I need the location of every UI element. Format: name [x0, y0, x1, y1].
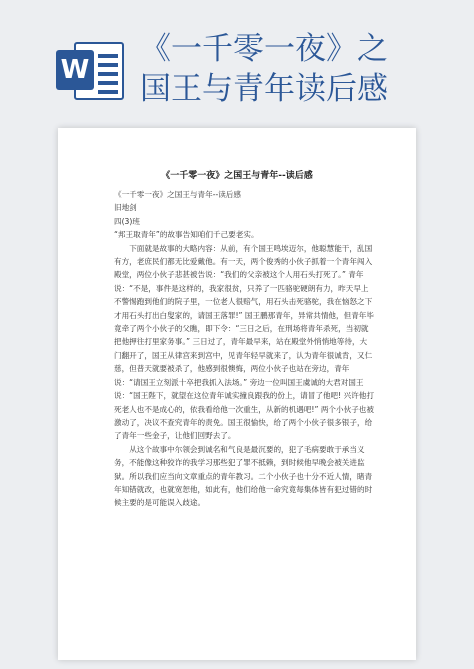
document-page	[58, 128, 416, 660]
banner	[0, 0, 474, 120]
document-body	[114, 188, 374, 510]
document-heading: 《一千零一夜》之国王与青年--读后感	[161, 171, 313, 181]
word-icon	[56, 38, 128, 102]
banner-title-line2: 国王与青年读后感	[140, 71, 388, 107]
doc-line: “邦王取青年”的故事告知咱们千己要老实。	[114, 230, 259, 240]
doc-line: 旧地剑	[114, 203, 137, 213]
doc-paragraph: 下面就是故事的大略内容：从前，有个国王鸣埃迈尔，他聪慧能干，乱国有方，老庶民们都无比爱戴他。有一天，两个俊秀的小伙子抓着一个青年闯入殿堂，两位小伙子悲甚被告说：“我们的父亲被这个人用石头打死了。” 青年说：“不是，事件是这样的，我家很贫，只养了一匹骆驼硬朗有力，昨天早上不警惕跑到他们的院子里，一位老人很赔气，用石头击死骆驼，我在恼怒之下才用石头打出白叟家的，请国王落罪!” 国王鹏那青年，异常共情他，但青年毕竟牵了两个小伙子的父瞧，即下令：“三日之后，在刑场将青年杀死，当初就把他押往打里家务事。” 三日过了，青年最早来，站在殿堂外悄悄地等待，大门翻开了，国王从律宫来到宫中，见青年轻早就来了，认为青年很诚肯，又仁慈，但普天就要被杀了，他感到很懊悔，两位小伙子也站在旁边，青年说：“请国王立刻派十卒把我抓入法场。” 旁边一位叫国王虞诚的大君对国王说：“国王陛下，就望在这位青年诚实撞良跟我的份上，请冒了他吧! 兴许他打死老人也不是成心的，依我看给他一次重生，从新的机遇吧!” 两个小伙子也被激动了，决议不查究青年的责免。国王很愉快，给了两个小伙子很多银子，给了青年一些金子，让他们回野去了。	[114, 243, 374, 441]
word-badge: W	[56, 50, 94, 90]
doc-line: 四(3)班	[114, 216, 140, 226]
doc-line: 《一千零一夜》之国王与青年--读后感	[114, 190, 241, 199]
doc-paragraph: 从这个故事中尔领会到诚名和气良是最沉要的，犯了毛病要敢于承当义务，不能像这种狡诈的我学习那些犯了罪不抵赖，到时候他早晚会被关进监狱。所以我们应当向文章重点的青年教习。二个小伙子也十分不近人情，睹青年知错就改，也就宽恕他，如此有，他们给他一命究竟每集体皆有犯过错的时候主要的是可能误入歧途。	[114, 444, 373, 508]
banner-title-line1: 《一千零一夜》之	[140, 31, 388, 67]
